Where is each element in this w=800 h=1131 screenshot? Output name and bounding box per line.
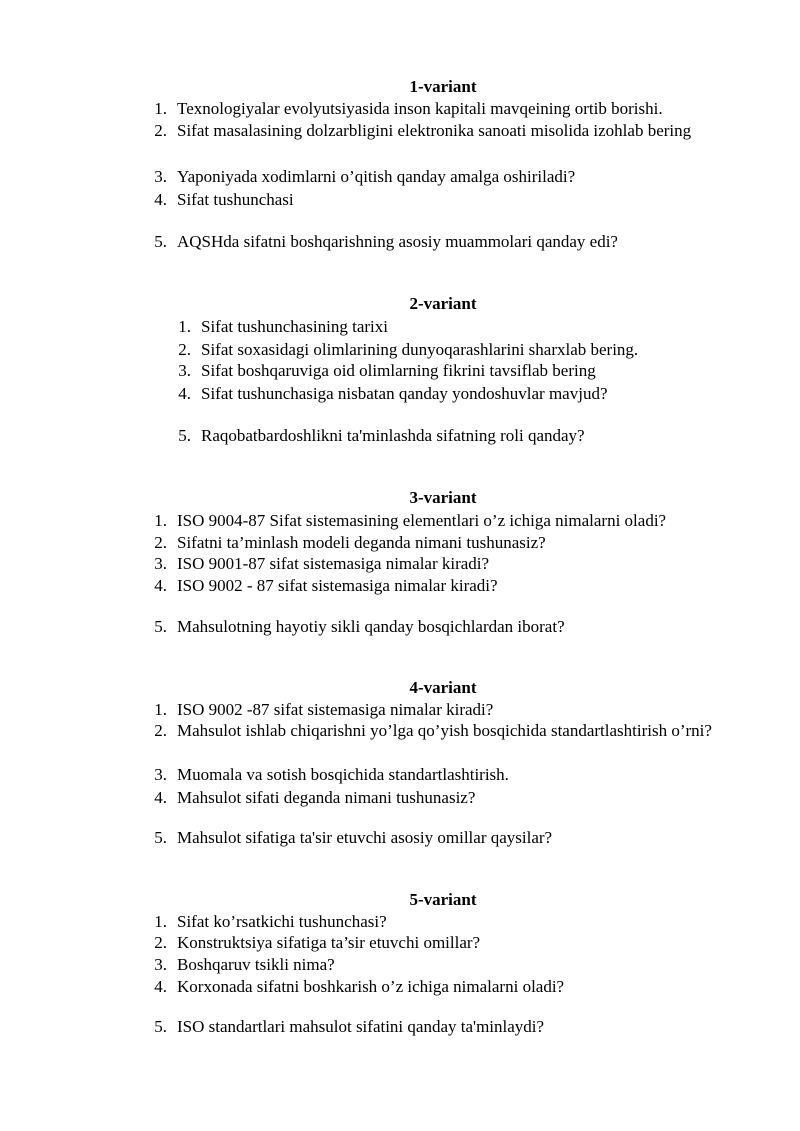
item-number: 2. — [154, 121, 167, 140]
item-number: 4. — [154, 788, 167, 807]
item-text: Sifat tushunchasiga nisbatan qanday yondoshuvlar mavjud? — [201, 384, 608, 403]
item-text: Raqobatbardoshlikni ta'minlashda sifatning roli qanday? — [201, 426, 585, 445]
item-number: 3. — [154, 955, 167, 974]
variant-title: 5-variant — [409, 890, 477, 909]
item-number: 1. — [178, 317, 191, 336]
item-number: 3. — [154, 167, 167, 186]
item-text: Sifat ko’rsatkichi tushunchasi? — [177, 912, 387, 931]
item-text: Sifat tushunchasi — [177, 190, 294, 209]
variant-title: 1-variant — [409, 77, 477, 96]
item-number: 5. — [154, 617, 167, 636]
item-number: 2. — [178, 340, 191, 359]
item-text: Sifatni ta’minlash modeli deganda nimani tushunasiz? — [177, 533, 546, 552]
item-text: Yaponiyada xodimlarni o’qitish qanday amalga oshiriladi? — [177, 167, 576, 186]
item-text: Korxonada sifatni boshkarish o’z ichiga nimalarni oladi? — [177, 977, 565, 996]
item-text: ISO 9002 -87 sifat sistemasiga nimalar kiradi? — [177, 700, 494, 719]
item-text: Mahsulot sifatiga ta'sir etuvchi asosiy omillar qaysilar? — [177, 828, 553, 847]
item-text: Mahsulot ishlab chiqarishni yo’lga qo’yish bosqichida standartlashtirish o’rni? — [177, 721, 712, 740]
item-number: 4. — [154, 576, 167, 595]
variant-title: 4-variant — [409, 678, 477, 697]
item-text: Sifat boshqaruviga oid olimlarning fikrini tavsiflab bering — [201, 361, 596, 380]
item-text: ISO 9004-87 Sifat sistemasining elementlari o’z ichiga nimalarni oladi? — [177, 511, 667, 530]
item-number: 3. — [178, 361, 191, 380]
variant-title: 2-variant — [409, 294, 477, 313]
item-text: Sifat soxasidagi olimlarining dunyoqarashlarini sharxlab bering. — [201, 340, 639, 359]
item-number: 1. — [154, 99, 167, 118]
item-number: 4. — [154, 190, 167, 209]
item-number: 4. — [154, 977, 167, 996]
item-number: 5. — [154, 232, 167, 251]
item-text: Sifat masalasining dolzarbligini elektronika sanoati misolida izohlab bering — [177, 121, 692, 140]
item-number: 1. — [154, 700, 167, 719]
item-text: Muomala va sotish bosqichida standartlashtirish. — [177, 765, 509, 784]
item-text: Mahsulot sifati deganda nimani tushunasiz? — [177, 788, 476, 807]
item-text: Texnologiyalar evolyutsiyasida inson kapitali mavqeining ortib borishi. — [177, 99, 663, 118]
item-number: 5. — [178, 426, 191, 445]
item-number: 2. — [154, 721, 167, 740]
item-text: Sifat tushunchasining tarixi — [201, 317, 388, 336]
item-number: 5. — [154, 828, 167, 847]
variant-title: 3-variant — [409, 488, 477, 507]
item-text: ISO 9002 - 87 sifat sistemasiga nimalar kiradi? — [177, 576, 498, 595]
item-number: 3. — [154, 554, 167, 573]
item-text: ISO 9001-87 sifat sistemasiga nimalar kiradi? — [177, 554, 490, 573]
item-text: Konstruktsiya sifatiga ta’sir etuvchi omillar? — [177, 933, 481, 952]
item-text: Boshqaruv tsikli nima? — [177, 955, 335, 974]
item-number: 2. — [154, 533, 167, 552]
item-number: 2. — [154, 933, 167, 952]
item-text: ISO standartlari mahsulot sifatini qanday ta'minlaydi? — [177, 1017, 545, 1036]
item-text: AQSHda sifatni boshqarishning asosiy muammolari qanday edi? — [177, 232, 618, 251]
item-text: Mahsulotning hayotiy sikli qanday bosqichlardan iborat? — [177, 617, 565, 636]
item-number: 1. — [154, 511, 167, 530]
item-number: 3. — [154, 765, 167, 784]
item-number: 4. — [178, 384, 191, 403]
item-number: 5. — [154, 1017, 167, 1036]
item-number: 1. — [154, 912, 167, 931]
